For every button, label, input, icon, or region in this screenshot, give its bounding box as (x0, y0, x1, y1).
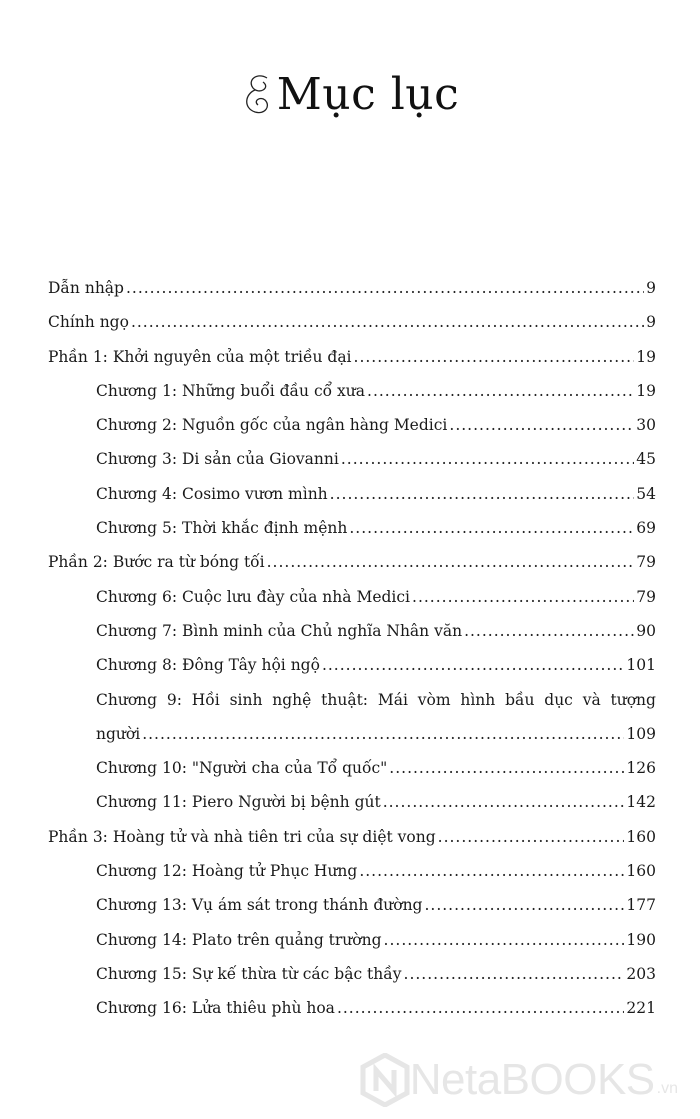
toc-chapter-entry[interactable] (48, 442, 656, 476)
toc-entry-label: Chương 6: Cuộc lưu đày của nhà Medici (96, 587, 411, 606)
toc-entry-label: Chương 10: "Người cha của Tổ quốc" (96, 759, 388, 778)
flourish-ornament-icon (241, 68, 277, 120)
toc-leader-dots (464, 614, 634, 648)
toc-chapter-entry[interactable] (48, 991, 656, 1025)
page-title (241, 68, 460, 120)
toc-entry-page: 90 (636, 621, 656, 640)
toc-entry-page: 101 (626, 656, 656, 675)
toc-entry-label: Chính ngọ (48, 313, 129, 332)
toc-entry-page: 203 (626, 964, 656, 983)
toc-entry-page: 79 (636, 553, 656, 572)
page-title-text: Mục lục (276, 68, 460, 120)
toc-leader-dots (367, 374, 634, 408)
toc-entry-page: 30 (636, 416, 656, 435)
toc-leader-dots (449, 408, 634, 442)
toc-part-entry[interactable] (48, 271, 656, 305)
toc-entry-word: Chương (96, 690, 158, 709)
toc-entry-page: 19 (636, 347, 656, 366)
toc-leader-dots (131, 305, 644, 339)
toc-entry-label: Dẫn nhập (48, 279, 124, 297)
toc-chapter-entry[interactable] (48, 408, 656, 442)
toc-entry-label: Chương 11: Piero Người bị bệnh gút (96, 793, 381, 812)
toc-entry-label: Chương 8: Đông Tây hội ngộ (96, 656, 320, 675)
toc-entry-label: Chương 4: Cosimo vươn mình (96, 484, 328, 503)
toc-entry-label: Chương 16: Lửa thiêu phù hoa (96, 999, 335, 1018)
toc-entry-word: dục (544, 690, 573, 709)
toc-chapter-continuation[interactable] (48, 717, 656, 751)
toc-leader-dots (337, 991, 624, 1025)
toc-leader-dots (389, 751, 624, 785)
toc-chapter-entry[interactable] (48, 374, 656, 408)
toc-leader-dots (412, 580, 634, 614)
toc-entry-label: Phần 3: Hoàng tử và nhà tiên tri của sự diệt vong (48, 827, 436, 846)
watermark (360, 1053, 678, 1107)
toc-leader-dots (341, 442, 634, 476)
toc-chapter-entry[interactable] (48, 923, 656, 957)
toc-part-entry[interactable] (48, 305, 656, 339)
toc-entry-label: người (96, 724, 141, 743)
toc-chapter-entry[interactable] (48, 477, 656, 511)
toc-entry-label: Chương 3: Di sản của Giovanni (96, 450, 339, 469)
toc-entry-page: 79 (636, 587, 656, 606)
toc-leader-dots (424, 888, 624, 922)
toc-leader-dots (267, 545, 635, 579)
toc-entry-word: hình (460, 690, 496, 709)
toc-entry-word: Mái (377, 690, 408, 709)
toc-leader-dots (354, 340, 635, 374)
table-of-contents (48, 271, 656, 1026)
toc-entry-page: 45 (636, 450, 656, 469)
toc-leader-dots (359, 854, 624, 888)
toc-entry-page: 109 (626, 724, 656, 743)
toc-entry-label: Chương 13: Vụ ám sát trong thánh đường (96, 896, 423, 915)
toc-leader-dots (384, 923, 625, 957)
toc-entry-page: 142 (626, 793, 656, 812)
toc-entry-page: 126 (626, 759, 656, 778)
toc-part-entry[interactable] (48, 340, 656, 374)
netabooks-logo-icon (360, 1053, 410, 1107)
toc-part-entry[interactable] (48, 545, 656, 579)
toc-chapter-entry[interactable] (48, 511, 656, 545)
toc-entry-page: 177 (626, 896, 656, 915)
toc-chapter-entry[interactable] (48, 751, 656, 785)
toc-entry-page: 9 (646, 279, 656, 297)
toc-chapter-entry[interactable] (48, 683, 656, 717)
toc-chapter-entry[interactable] (48, 785, 656, 819)
toc-entry-word: Hồi (191, 690, 220, 709)
toc-entry-word: vòm (417, 690, 451, 709)
toc-entry-word: tượng (610, 690, 656, 709)
toc-leader-dots (322, 648, 624, 682)
toc-leader-dots (404, 957, 625, 991)
toc-chapter-entry[interactable] (48, 888, 656, 922)
toc-entry-word: và (582, 690, 601, 709)
toc-entry-page: 221 (626, 999, 656, 1018)
toc-entry-page: 160 (626, 862, 656, 881)
toc-chapter-entry[interactable] (48, 854, 656, 888)
toc-entry-label: Chương 1: Những buổi đầu cổ xưa (96, 381, 366, 400)
toc-entry-page: 160 (626, 827, 656, 846)
toc-part-entry[interactable] (48, 820, 656, 854)
toc-chapter-entry[interactable] (48, 614, 656, 648)
toc-leader-dots (438, 820, 625, 854)
toc-leader-dots (349, 511, 634, 545)
watermark-brand: NetaBOOKS (409, 1055, 655, 1104)
title-block (0, 68, 700, 124)
toc-entry-label: Chương 7: Bình minh của Chủ nghĩa Nhân văn (96, 621, 463, 640)
toc-entry-word: thuật: (321, 690, 369, 709)
toc-leader-dots (330, 477, 635, 511)
toc-entry-word: 9: (166, 690, 182, 709)
toc-entry-label: Chương 14: Plato trên quảng trường (96, 930, 382, 949)
toc-leader-dots (142, 717, 624, 751)
toc-entry-page: 19 (636, 381, 656, 400)
toc-entry-label: Chương 15: Sự kế thừa từ các bậc thầy (96, 964, 402, 983)
watermark-suffix: .vn (656, 1080, 678, 1097)
toc-chapter-entry[interactable] (48, 580, 656, 614)
toc-chapter-entry[interactable] (48, 648, 656, 682)
toc-entry-word: sinh (229, 690, 263, 709)
toc-entry-label: Chương 5: Thời khắc định mệnh (96, 519, 348, 538)
toc-entry-label: Phần 2: Bước ra từ bóng tối (48, 553, 265, 572)
toc-chapter-entry[interactable] (48, 957, 656, 991)
toc-entry-page: 69 (636, 519, 656, 538)
toc-entry-word: bầu (505, 690, 535, 709)
toc-leader-dots (383, 785, 625, 819)
toc-entry-word: nghệ (272, 690, 312, 709)
toc-entry-page: 54 (636, 484, 656, 503)
toc-entry-label: Phần 1: Khởi nguyên của một triều đại (48, 347, 352, 366)
toc-leader-dots (126, 271, 644, 305)
toc-entry-page: 190 (626, 930, 656, 949)
toc-entry-label: Chương 2: Nguồn gốc của ngân hàng Medici (96, 416, 448, 435)
toc-entry-page: 9 (646, 313, 656, 332)
toc-entry-label: Chương 12: Hoàng tử Phục Hưng (96, 862, 358, 881)
